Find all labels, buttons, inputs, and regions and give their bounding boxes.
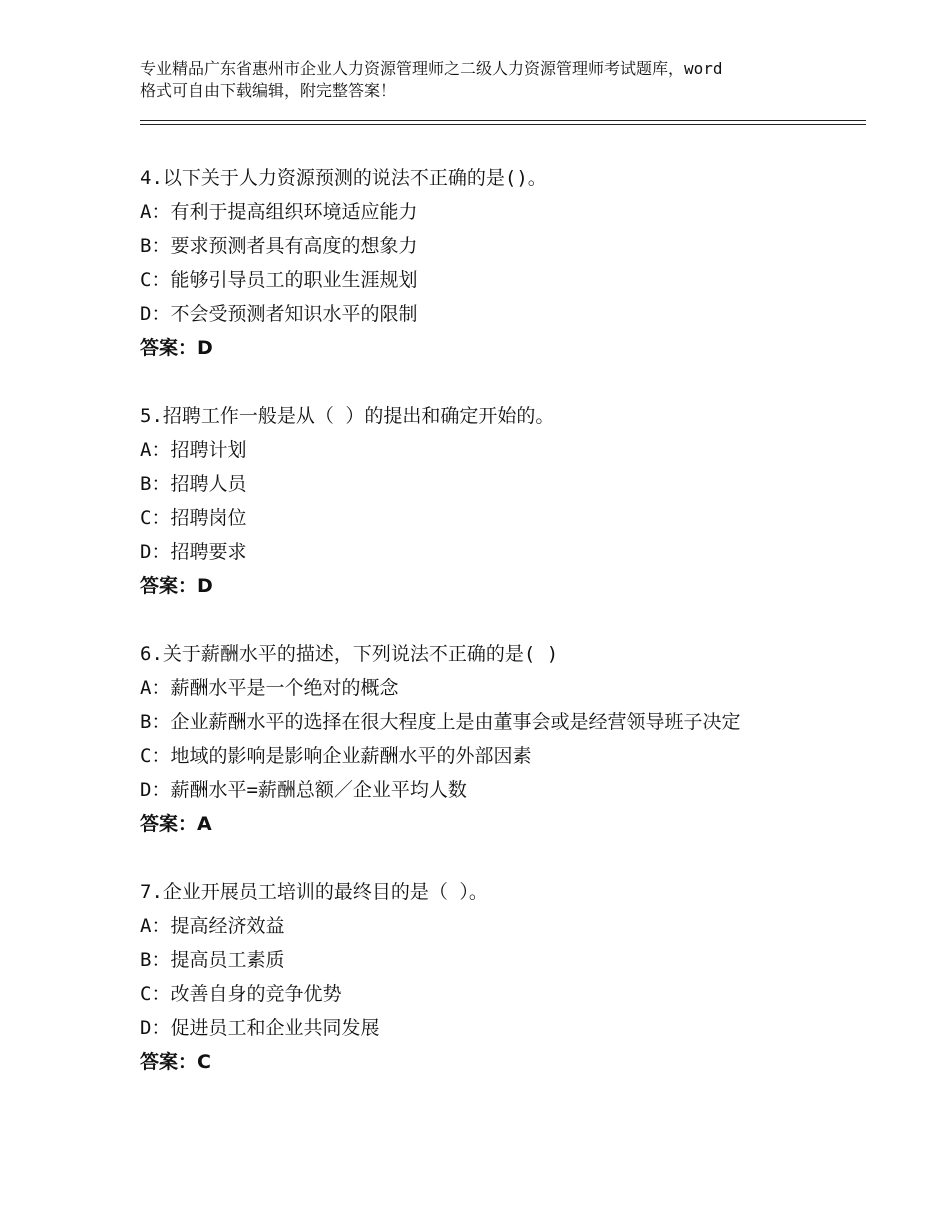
question-list [140, 161, 820, 1113]
option-b: B：企业薪酬水平的选择在很大程度上是由董事会或是经营领导班子决定 [140, 711, 741, 733]
question-stem: 5.招聘工作一般是从（ ）的提出和确定开始的。 [140, 405, 555, 427]
question-4 [140, 161, 820, 365]
question-stem: 7.企业开展员工培训的最终目的是（ ）。 [140, 881, 488, 903]
option-c: C：地域的影响是影响企业薪酬水平的外部因素 [140, 745, 532, 767]
option-d: D：促进员工和企业共同发展 [140, 1017, 380, 1039]
option-b: B：提高员工素质 [140, 949, 285, 971]
option-d: D：不会受预测者知识水平的限制 [140, 303, 418, 325]
option-d: D：薪酬水平=薪酬总额／企业平均人数 [140, 779, 467, 801]
option-d: D：招聘要求 [140, 541, 247, 563]
answer: 答案：C [140, 1051, 211, 1073]
option-a: A：有利于提高组织环境适应能力 [140, 201, 418, 223]
option-b: B：招聘人员 [140, 473, 247, 495]
header-line-1: 专业精品广东省惠州市企业人力资源管理师之二级人力资源管理师考试题库，word [140, 59, 723, 78]
option-c: C：改善自身的竞争优势 [140, 983, 342, 1005]
question-5 [140, 399, 820, 603]
answer: 答案：A [140, 813, 212, 835]
question-6 [140, 637, 820, 841]
option-c: C：招聘岗位 [140, 507, 247, 529]
option-c: C：能够引导员工的职业生涯规划 [140, 269, 418, 291]
option-a: A：提高经济效益 [140, 915, 285, 937]
header-divider-bottom [140, 124, 866, 125]
question-7 [140, 875, 820, 1079]
answer: 答案：D [140, 337, 213, 359]
question-stem: 4.以下关于人力资源预测的说法不正确的是()。 [140, 167, 547, 189]
document-header [140, 58, 840, 102]
question-stem: 6.关于薪酬水平的描述，下列说法不正确的是( ) [140, 643, 559, 665]
option-b: B：要求预测者具有高度的想象力 [140, 235, 418, 257]
answer: 答案：D [140, 575, 213, 597]
option-a: A：薪酬水平是一个绝对的概念 [140, 677, 399, 699]
header-line-2: 格式可自由下载编辑，附完整答案！ [140, 81, 397, 100]
option-a: A：招聘计划 [140, 439, 247, 461]
header-divider-top [140, 120, 866, 121]
